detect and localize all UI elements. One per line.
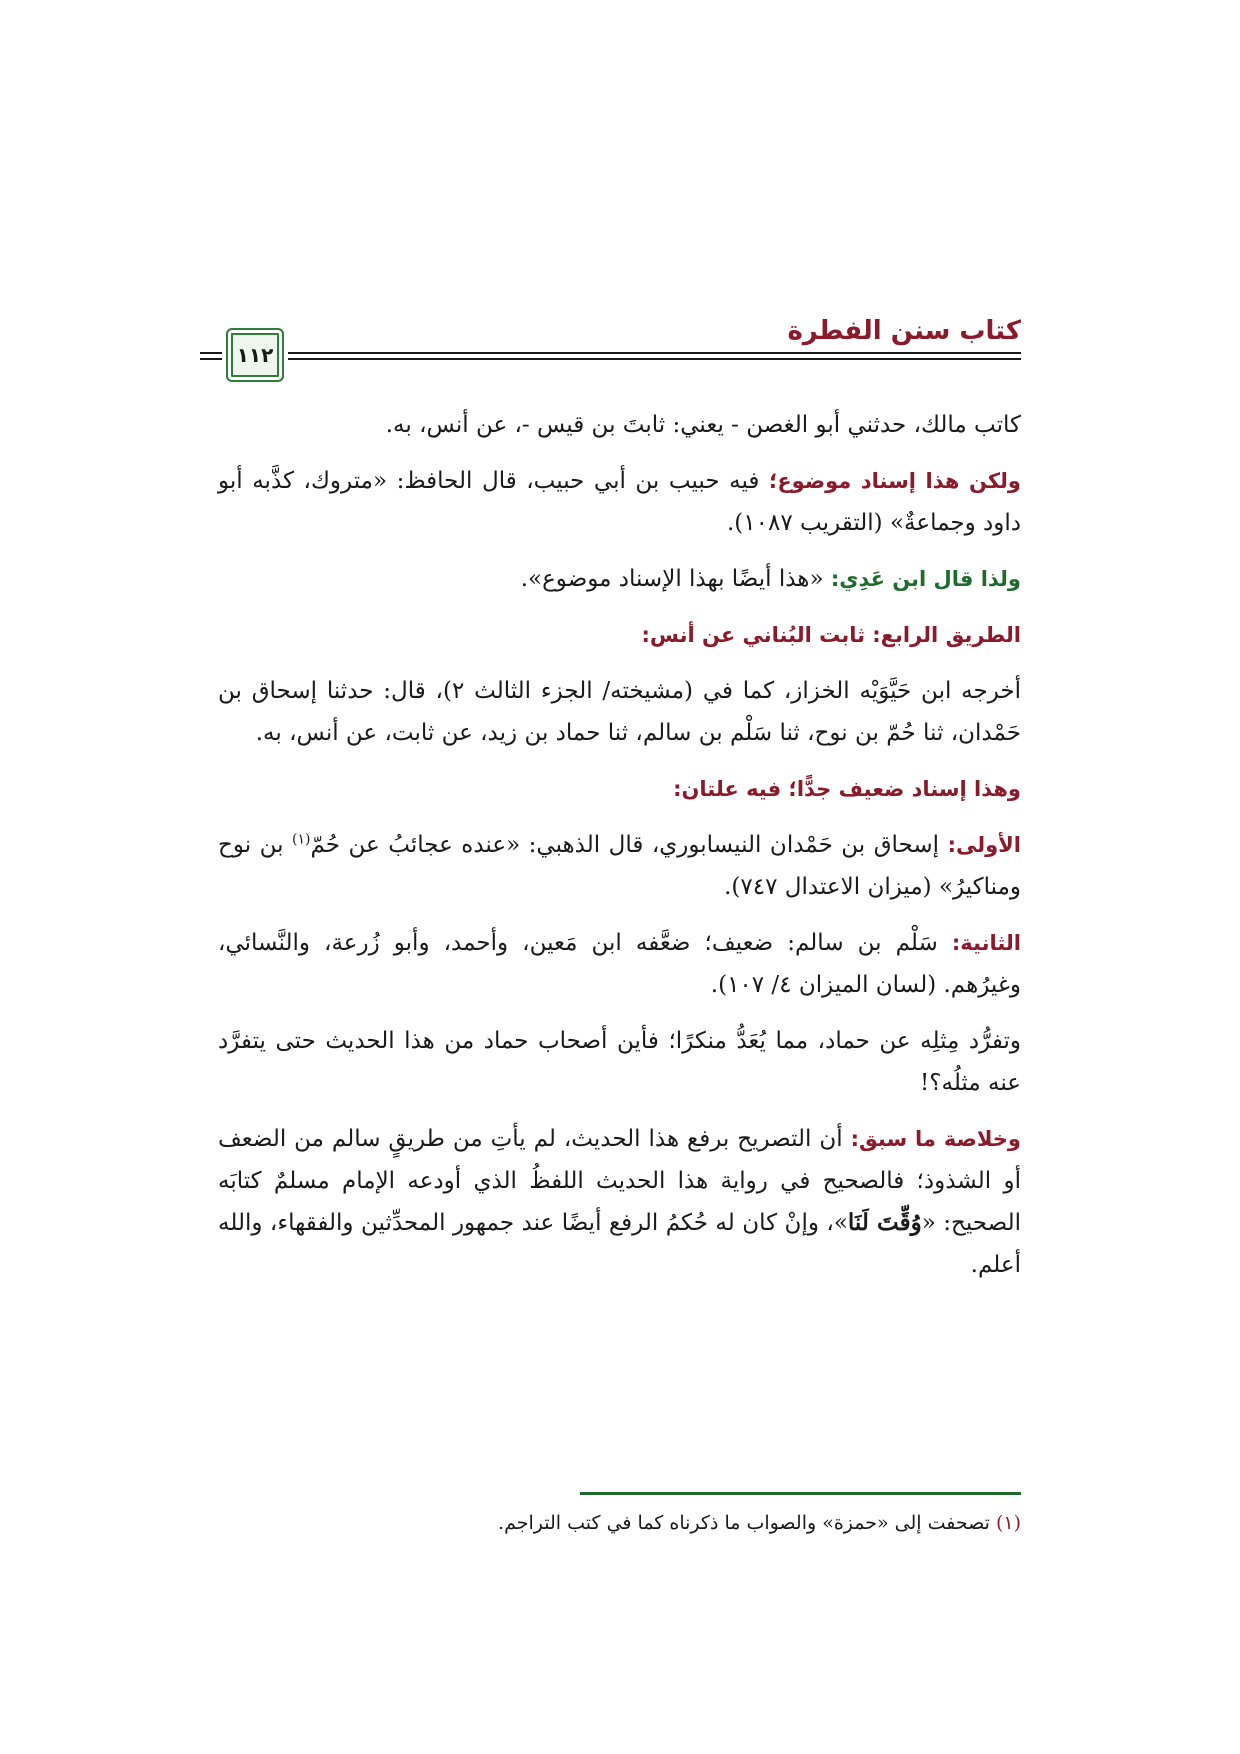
paragraph-6-text: سَلْم بن سالم: ضعيف؛ ضعَّفه ابن مَعين، وأحمد، وأبو زُرعة، والنَّسائي، وغيرُهم. (لسان الميزان ٤/ ١٠٧). xyxy=(218,930,1021,998)
paragraph-6-lead: الثانية: xyxy=(951,931,1021,955)
page-header xyxy=(218,312,1021,392)
paragraph-1: كاتب مالك، حدثني أبو الغصن - يعني: ثابتَ بن قيس -، عن أنس، به. xyxy=(385,412,1021,438)
paragraph-3-lead: ولذا قال ابن عَدِي: xyxy=(830,567,1021,591)
paragraph-8-lead: وخلاصة ما سبق: xyxy=(850,1127,1021,1151)
header-rule xyxy=(288,352,1021,354)
paragraph-8 xyxy=(218,1118,1021,1286)
section-heading-weakness: وهذا إسناد ضعيف جدًّا؛ فيه علتان: xyxy=(673,777,1021,801)
paragraph-4: أخرجه ابن حَيَّوَيْه الخزاز، كما في (مشيخته/ الجزء الثالث ٢)، قال: حدثنا إسحاق بن حَمْدان، ثنا حُمّ بن نوح، ثنا سَلْم بن سالم، ثنا حماد بن زيد، عن ثابت، عن أنس، به. xyxy=(218,678,1021,746)
footnote xyxy=(218,1506,1021,1540)
header-rule-left-secondary xyxy=(200,358,222,360)
paragraph-2-text: فيه حبيب بن أبي حبيب، قال الحافظ: «متروك، كذَّبه أبو داود وجماعةٌ» (التقريب ١٠٨٧). xyxy=(218,468,1021,536)
paragraph-3-text: «هذا أيضًا بهذا الإسناد موضوع». xyxy=(520,566,831,592)
footnote-text: تصحفت إلى «حمزة» والصواب ما ذكرناه كما في كتب التراجم. xyxy=(498,1512,996,1534)
paragraph-2 xyxy=(218,460,1021,544)
paragraph-8-text-a: أن التصريح برفع هذا الحديث، لم يأتِ من طريقٍ سالم من الضعف أو الشذوذ؛ فالصحيح في رواية هذا الحديث اللفظُ الذي أودعه الإمام مسلمٌ كتابَه الصحيح: « xyxy=(218,1126,1022,1236)
footnote-number: (١) xyxy=(995,1512,1021,1534)
paragraph-3 xyxy=(218,558,1021,600)
paragraph-2-lead: ولكن هذا إسناد موضوع؛ xyxy=(768,469,1021,493)
footnote-reference[interactable]: (١) xyxy=(292,831,311,848)
paragraph-6 xyxy=(218,922,1021,1006)
header-rule-secondary xyxy=(288,358,1021,360)
page-number-badge xyxy=(226,328,284,382)
footnote-separator xyxy=(580,1492,1021,1495)
paragraph-5-lead: الأولى: xyxy=(947,833,1021,857)
paragraph-5 xyxy=(218,824,1021,908)
page-number: ١١٢ xyxy=(236,343,274,367)
paragraph-8-text-b: »، وإنْ كان له حُكمُ الرفع أيضًا عند جمهور المحدِّثين والفقهاء، والله أعلم. xyxy=(218,1210,1021,1278)
paragraph-7: وتفرُّد مِثلِه عن حماد، مما يُعَدُّ منكرًا؛ فأين أصحاب حماد من هذا الحديث حتى يتفرَّد عنه مثلُه؟! xyxy=(218,1028,1021,1096)
book-title: كتاب سنن الفطرة xyxy=(787,316,1021,346)
paragraph-5-text-b: بن نوح ومناكيرُ» (ميزان الاعتدال ٧٤٧). xyxy=(218,832,1021,900)
paragraph-8-quote: وُقِّتَ لَنَا xyxy=(847,1209,922,1236)
paragraph-5-text-a: إسحاق بن حَمْدان النيسابوري، قال الذهبي: «عنده عجائبُ عن حُمّ xyxy=(310,832,948,858)
page-body xyxy=(218,404,1021,1300)
section-heading-4: الطريق الرابع: ثابت البُناني عن أنس: xyxy=(641,623,1021,647)
header-rule-left xyxy=(200,352,222,354)
